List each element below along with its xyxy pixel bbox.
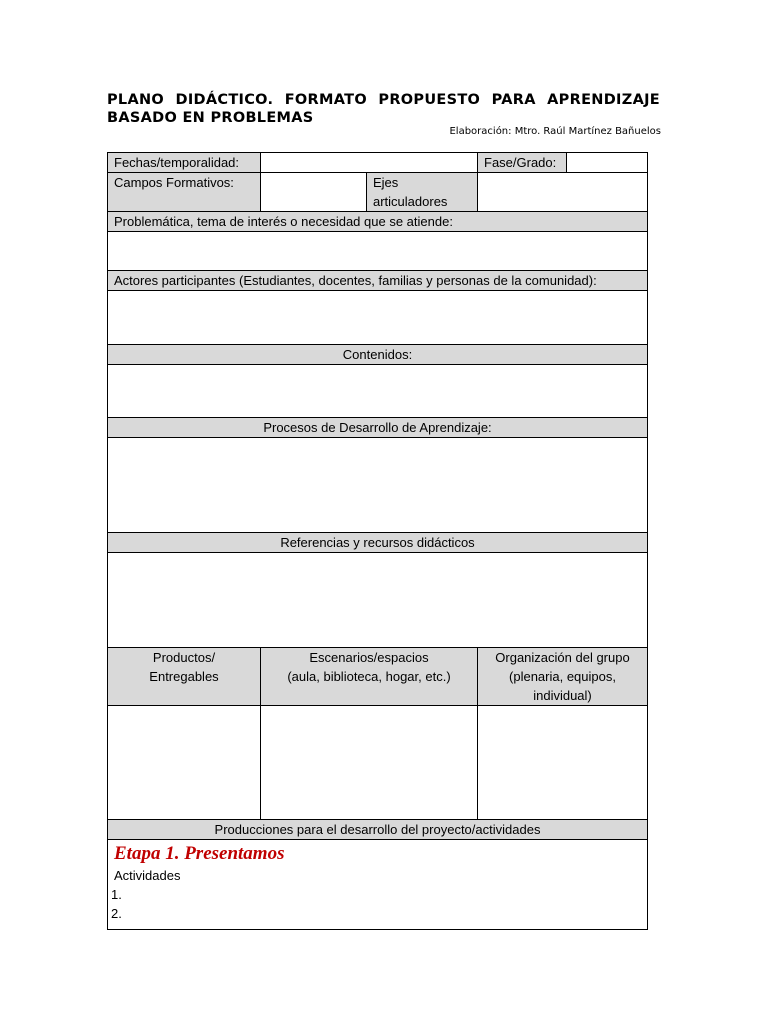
fechas-label: Fechas/temporalidad: xyxy=(108,153,261,173)
referencias-field[interactable] xyxy=(108,553,648,648)
productos-header xyxy=(108,648,261,706)
contenidos-field[interactable] xyxy=(108,365,648,418)
procesos-field[interactable] xyxy=(108,438,648,533)
producciones-label: Producciones para el desarrollo del proyecto/actividades xyxy=(108,820,648,840)
campos-field[interactable] xyxy=(261,173,367,212)
fechas-field[interactable] xyxy=(261,153,478,173)
document-title: PLANO DIDÁCTICO. FORMATO PROPUESTO PARA APRENDIZAJE BASADO EN PROBLEMAS xyxy=(107,92,660,126)
actividad-item-2[interactable]: 2. xyxy=(111,906,122,921)
actividades-label: Actividades xyxy=(114,868,181,883)
ejes-label: Ejes articuladores xyxy=(367,173,478,212)
ejes-field[interactable] xyxy=(478,173,648,212)
problematica-label: Problemática, tema de interés o necesidad que se atiende: xyxy=(108,212,648,232)
productos-field[interactable] xyxy=(108,706,261,820)
escenarios-header xyxy=(261,648,478,706)
escenarios-field[interactable] xyxy=(261,706,478,820)
organizacion-header xyxy=(478,648,648,706)
escenarios-label-line2: (aula, biblioteca, hogar, etc.) xyxy=(287,669,451,684)
organizacion-field[interactable] xyxy=(478,706,648,820)
contenidos-label: Contenidos: xyxy=(108,345,648,365)
actores-field[interactable] xyxy=(108,291,648,345)
procesos-label: Procesos de Desarrollo de Aprendizaje: xyxy=(108,418,648,438)
organizacion-label-line2: (plenaria, equipos, xyxy=(509,669,616,684)
organizacion-label-line3: individual) xyxy=(533,688,592,703)
referencias-label: Referencias y recursos didácticos xyxy=(108,533,648,553)
actores-label: Actores participantes (Estudiantes, docentes, familias y personas de la comunidad): xyxy=(108,271,648,291)
productos-label-line2: Entregables xyxy=(149,669,219,684)
escenarios-label-line1: Escenarios/espacios xyxy=(309,650,429,665)
fase-field[interactable] xyxy=(567,153,648,173)
planning-form-table xyxy=(107,152,648,930)
etapa-section xyxy=(108,840,648,930)
campos-label: Campos Formativos: xyxy=(108,173,261,212)
etapa-title: Etapa 1. Presentamos xyxy=(114,843,285,864)
author-credit: Elaboración: Mtro. Raúl Martínez Bañuelos xyxy=(449,126,661,137)
organizacion-label-line1: Organización del grupo xyxy=(495,650,630,665)
problematica-field[interactable] xyxy=(108,232,648,271)
fase-label: Fase/Grado: xyxy=(478,153,567,173)
productos-label-line1: Productos/ xyxy=(152,650,216,665)
actividad-item-1[interactable]: 1. xyxy=(111,887,122,902)
